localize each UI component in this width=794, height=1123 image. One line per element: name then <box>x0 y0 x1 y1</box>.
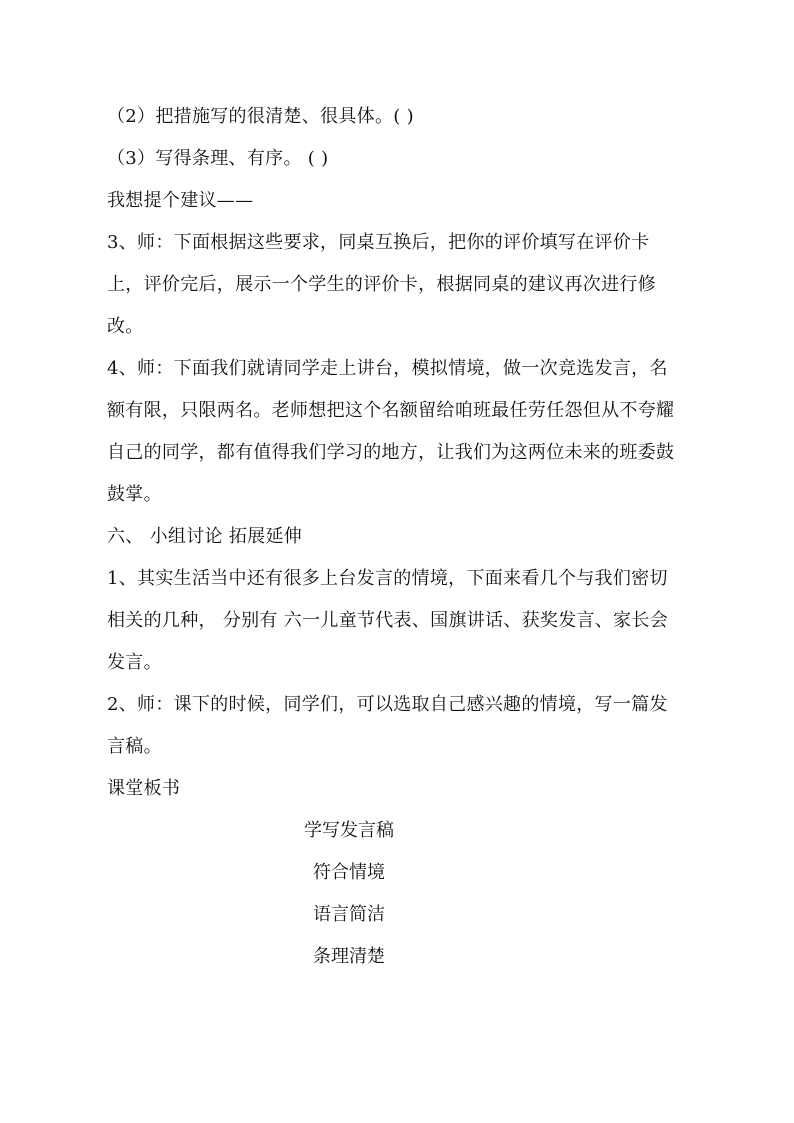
paragraph-3-line-1: 3、师：下面根据这些要求，同桌互换后，把你的评价填写在评价卡 <box>107 232 650 253</box>
paragraph-1-line-3: 发言。 <box>107 652 162 673</box>
evaluation-item-3: （3）写得条理、有序。 ( ) <box>107 148 329 169</box>
section-six-heading: 六、 小组讨论 拓展延伸 <box>107 526 303 547</box>
board-line-3: 语言简洁 <box>313 904 385 925</box>
board-writing-heading: 课堂板书 <box>107 778 181 799</box>
paragraph-4-line-3: 自己的同学，都有值得我们学习的地方，让我们为这两位未来的班委鼓 <box>107 442 675 463</box>
paragraph-2-line-1: 2、师：课下的时候，同学们，可以选取自己感兴趣的情境，写一篇发 <box>107 694 668 715</box>
evaluation-item-2: （2）把措施写的很清楚、很具体。( ) <box>107 106 414 127</box>
paragraph-2-line-2: 言稿。 <box>107 736 162 757</box>
suggestion-heading: 我想提个建议—— <box>107 190 254 211</box>
paragraph-3-line-3: 改。 <box>107 316 144 337</box>
paragraph-1-line-1: 1、其实生活当中还有很多上台发言的情境，下面来看几个与我们密切 <box>107 568 668 589</box>
board-line-4: 条理清楚 <box>313 946 385 967</box>
paragraph-4-line-2: 额有限，只限两名。老师想把这个名额留给咱班最任劳任怨但从不夸耀 <box>107 400 675 421</box>
paragraph-3-line-2: 上，评价完后，展示一个学生的评价卡，根据同桌的建议再次进行修 <box>107 274 656 295</box>
board-line-1: 学写发言稿 <box>304 820 394 841</box>
paragraph-4-line-4: 鼓掌。 <box>107 484 162 505</box>
paragraph-4-line-1: 4、师：下面我们就请同学走上讲台，模拟情境，做一次竞选发言，名 <box>107 358 668 379</box>
board-line-2: 符合情境 <box>313 862 385 883</box>
paragraph-1-line-2: 相关的几种， 分别有 六一儿童节代表、国旗讲话、获奖发言、家长会 <box>107 610 669 631</box>
